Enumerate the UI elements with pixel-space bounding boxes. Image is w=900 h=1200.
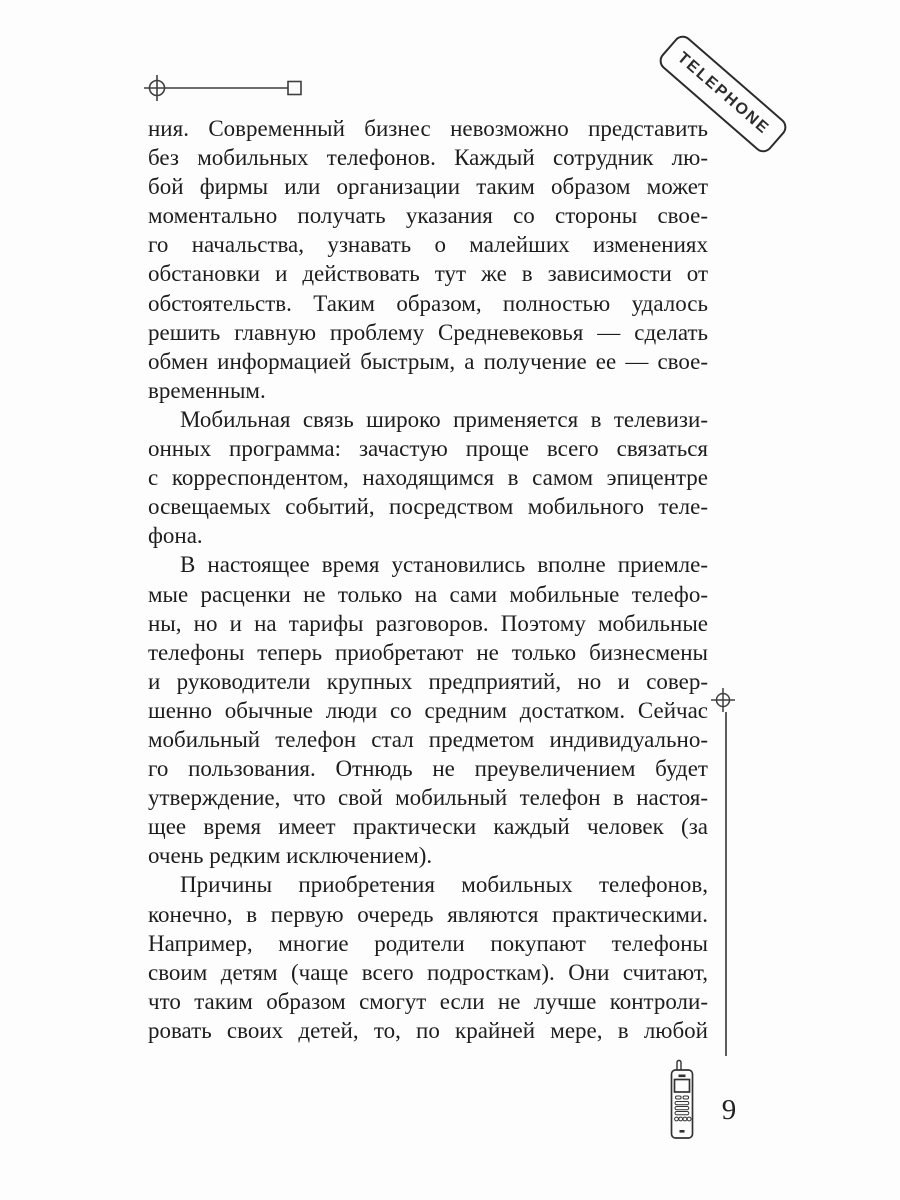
- registration-mark-right: [707, 684, 739, 716]
- text-line: го начальства, узнавать о малейших изменениях: [148, 232, 708, 258]
- text-line: бой фирмы или организации таким образом может: [148, 174, 708, 200]
- text-line: и руководители крупных предприятий, но и совер-: [148, 668, 708, 694]
- text-line: очень редким исключением).: [148, 843, 433, 869]
- text-line: щее время имеет практически каждый человек (за: [148, 814, 708, 840]
- text-line: освещаемых событий, посредством мобильного теле-: [148, 494, 708, 520]
- registration-mark-top-left: [141, 72, 309, 104]
- text-line: шенно обычные люди со средним достатком. Сейчас: [148, 697, 708, 723]
- text-line: В настоящее время установились вполне приемле-: [180, 552, 708, 578]
- telephone-stamp-label: TELEPHONE: [674, 49, 773, 139]
- text-line: Мобильная связь широко применяется в телевизи-: [180, 406, 708, 432]
- text-line: обстоятельств. Таким образом, полностью удалось: [148, 290, 708, 316]
- text-line: ны, но и на тарифы разговоров. Поэтому мобильные: [148, 610, 708, 636]
- text-line: го пользования. Отнюдь не преувеличением будет: [148, 756, 708, 782]
- text-line: утверждение, что свой мобильный телефон в настоя-: [148, 785, 708, 811]
- text-line: конечно, в первую очередь являются практическими.: [148, 901, 708, 927]
- page-number: 9: [721, 1094, 737, 1126]
- text-line: обстановки и действовать тут же в зависимости от: [148, 261, 708, 287]
- text-line: фона.: [148, 523, 203, 549]
- text-line: решить главную проблему Средневековья — сделать: [148, 319, 708, 345]
- text-line: обмен информацией быстрым, а получение ее — свое-: [148, 348, 708, 374]
- body-text: [148, 114, 708, 1045]
- vertical-rule: [725, 712, 727, 1056]
- text-line: моментально получать указания со стороны свое-: [148, 203, 708, 229]
- text-line: Причины приобретения мобильных телефонов,: [180, 872, 708, 898]
- text-line: что таким образом смогут если не лучше контроли-: [148, 988, 708, 1014]
- text-line: онных программа: зачастую проще всего связаться: [148, 436, 708, 462]
- text-line: Например, многие родители покупают телефоны: [148, 930, 708, 956]
- text-line: ния. Современный бизнес невозможно представить: [148, 116, 708, 141]
- text-line: ровать своих детей, то, по крайней мере, в любой: [148, 1017, 708, 1043]
- text-line: с корреспондентом, находящимся в самом эпицентре: [148, 465, 708, 491]
- text-line: без мобильных телефонов. Каждый сотрудник лю-: [148, 145, 708, 171]
- text-line: телефоны теперь приобретают не только бизнесмены: [148, 639, 708, 665]
- mobile-phone-icon: [667, 1058, 697, 1142]
- text-line: своим детям (чаще всего подросткам). Они считают,: [148, 959, 708, 985]
- text-line: мобильный телефон стал предметом индивидуально-: [148, 726, 708, 752]
- text-line: временным.: [148, 377, 266, 403]
- text-line: мые расценки не только на сами мобильные телефо-: [148, 581, 708, 607]
